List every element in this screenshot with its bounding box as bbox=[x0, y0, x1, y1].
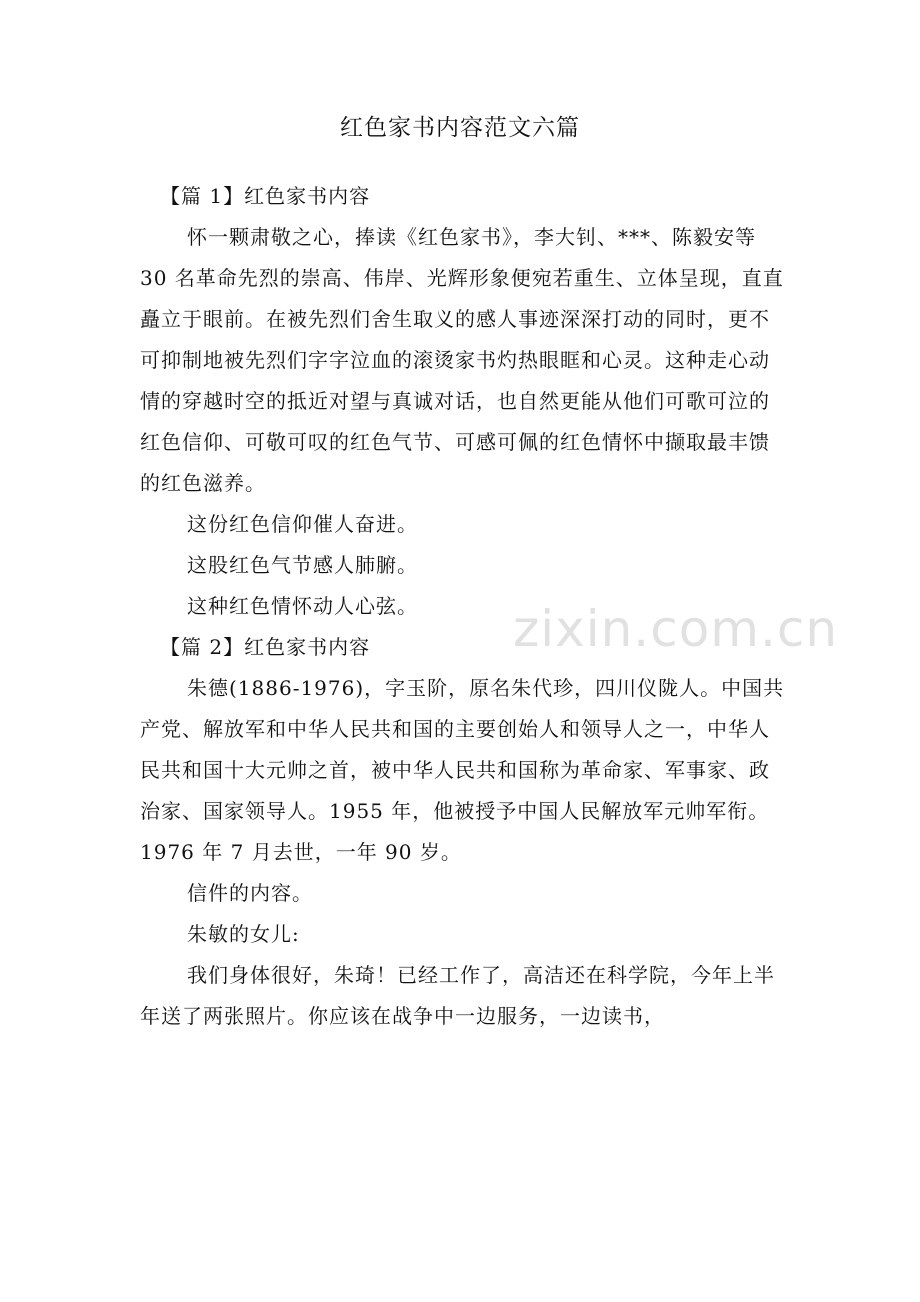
paragraph: 这股红色气节感人肺腑。 bbox=[187, 553, 418, 577]
document-title: 红色家书内容范文六篇 bbox=[340, 115, 580, 141]
paragraph: 信件的内容。 bbox=[187, 881, 313, 905]
paragraph: 朱敏的女儿: bbox=[187, 922, 300, 946]
document-body bbox=[140, 176, 790, 1037]
paragraph: 这种红色情怀动人心弦。 bbox=[187, 594, 418, 618]
paragraph: 朱德(1886-1976)，字玉阶，原名朱代珍，四川仪陇人。中国共产党、解放军和中华人民共和国的主要创始人和领导人之一，中华人民共和国十大元帅之首，被中华人民共和国称为革命家、军事家、政治家、国家领导人。1955 年，他被授予中国人民解放军元帅军衔。1976 年 7 月去世，一年 90 岁。 bbox=[140, 676, 785, 864]
paragraph: 怀一颗肃敬之心，捧读《红色家书》，李大钊、***、陈毅安等 30 名革命先烈的崇高、伟岸、光辉形象便宛若重生、立体呈现，直直矗立于眼前。在被先烈们舍生取义的感人事迹深深打动的同时，更不可抑制地被先烈们字字泣血的滚烫家书灼热眼眶和心灵。这种走心动情的穿越时空的抵近对望与真诚对话，也自然更能从他们可歌可泣的红色信仰、可敬可叹的红色气节、可感可佩的红色情怀中撷取最丰馈的红色滋养。 bbox=[140, 225, 784, 495]
section-heading-2: 【篇 2】红色家书内容 bbox=[160, 635, 371, 659]
section-heading-1: 【篇 1】红色家书内容 bbox=[160, 184, 371, 208]
paragraph: 这份红色信仰催人奋进。 bbox=[187, 512, 418, 536]
paragraph: 我们身体很好，朱琦！已经工作了，高洁还在科学院，今年上半年送了两张照片。你应该在战争中一边服务，一边读书， bbox=[140, 963, 775, 1028]
watermark: zixin.com.cn bbox=[513, 600, 839, 658]
